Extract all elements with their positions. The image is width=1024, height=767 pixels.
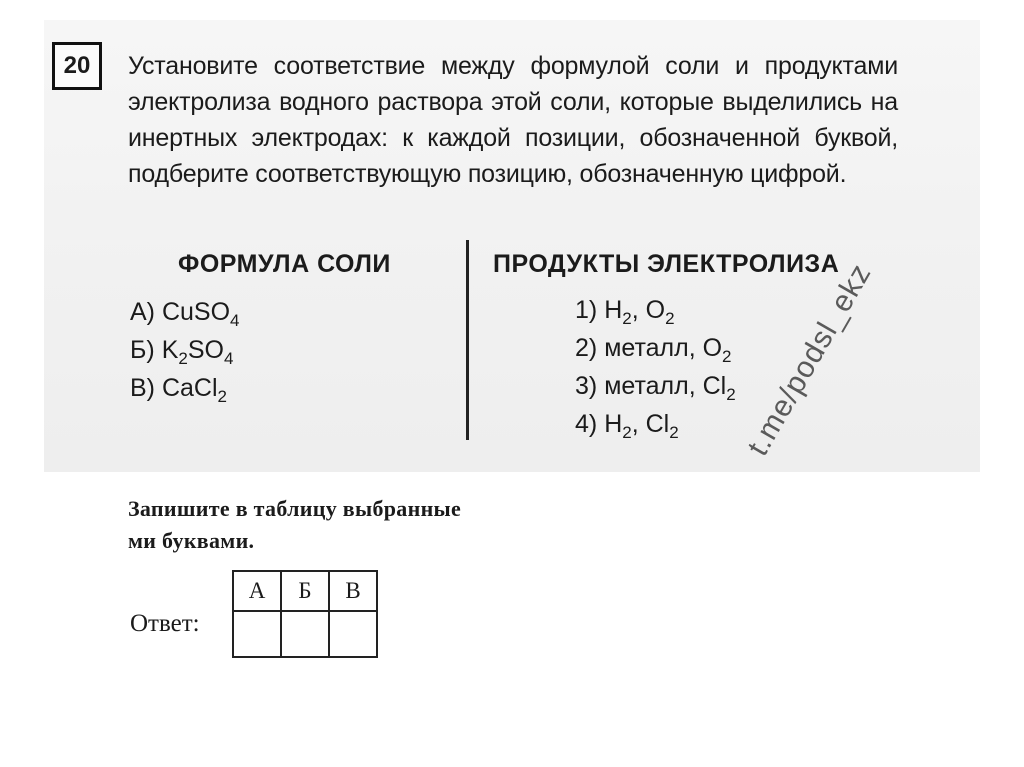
item-label: В) xyxy=(130,374,155,402)
item-formula: $H_2$, $Cl_2$ xyxy=(604,410,679,442)
instruction-line-1: Запишите в таблицу выбранные xyxy=(128,496,462,521)
item-label: 4) xyxy=(575,410,598,438)
instruction-line-2: ми буквами. xyxy=(128,528,255,553)
item-label: 2) xyxy=(575,334,598,362)
product-item-1 xyxy=(575,296,675,329)
formula-column-heading: ФОРМУЛА СОЛИ xyxy=(178,250,391,278)
product-item-2 xyxy=(575,334,732,367)
product-item-4 xyxy=(575,410,679,443)
item-formula: $K_2SO_4$ xyxy=(161,336,234,368)
watermark-text: t.me/podsl_ekz xyxy=(741,258,878,462)
item-label: А) xyxy=(130,298,155,326)
answer-table-header-row xyxy=(233,571,377,611)
answer-header-b: Б xyxy=(281,571,329,611)
answer-label: Ответ: xyxy=(130,610,200,637)
column-divider xyxy=(466,240,469,440)
formula-item-v xyxy=(130,374,227,407)
task-number-box xyxy=(52,42,102,90)
item-label: 3) xyxy=(575,372,598,400)
product-item-3 xyxy=(575,372,736,405)
item-formula: CaCl$_2$ xyxy=(161,374,227,406)
item-formula: CuSO$_4$ xyxy=(161,298,240,330)
products-column-heading: ПРОДУКТЫ ЭЛЕКТРОЛИЗА xyxy=(493,250,840,278)
answer-cell-a[interactable] xyxy=(233,611,281,657)
task-text: Установите соответствие между формулой соли и продуктами электролиза водного раствора этой соли, которые выделились на инертных электродах: к каждой позиции, обозначенной буквой, подберите соответствующую позицию, обозначенную цифрой. xyxy=(128,52,898,188)
item-formula: металл, $O_2$ xyxy=(604,334,732,366)
item-formula: металл, $Cl_2$ xyxy=(604,372,736,404)
item-formula: $H_2$, $O_2$ xyxy=(604,296,675,328)
formula-item-a xyxy=(130,298,240,331)
answer-cell-b[interactable] xyxy=(281,611,329,657)
formula-item-b xyxy=(130,336,233,369)
answer-table-input-row xyxy=(233,611,377,657)
item-label: Б) xyxy=(130,336,155,364)
task-number: 20 xyxy=(63,52,91,79)
answer-header-a: А xyxy=(233,571,281,611)
item-label: 1) xyxy=(575,296,598,324)
answer-cell-v[interactable] xyxy=(329,611,377,657)
answer-header-v: В xyxy=(329,571,377,611)
answer-table xyxy=(232,570,378,658)
answer-section xyxy=(88,472,536,676)
